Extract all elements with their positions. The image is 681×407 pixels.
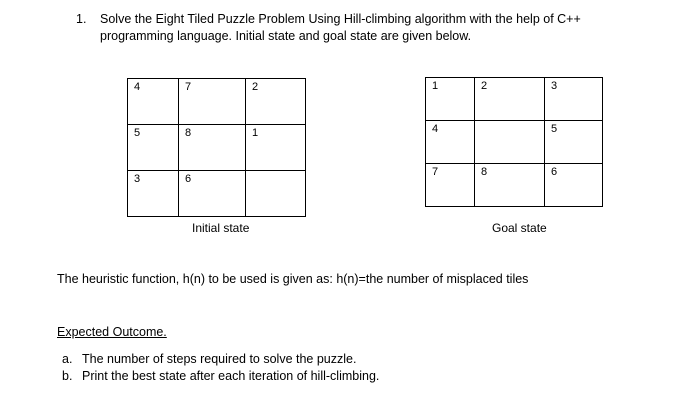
tile-value: 3 [551,80,558,92]
tile-value: 7 [432,166,439,178]
tile-value [246,171,305,173]
grid-cell [475,164,545,207]
list-marker: b. [62,368,73,383]
expected-outcome-heading: Expected Outcome. [57,325,167,339]
list-marker: a. [62,352,73,366]
list-item-text: Print the best state after each iteration of hill-climbing. [82,368,380,383]
grid-row [426,121,603,164]
tile-value: 1 [252,127,259,139]
grid-cell [475,78,545,121]
grid-row [426,78,603,121]
grid-cell [246,79,306,125]
tile-value: 7 [185,81,192,93]
grid-cell [246,125,306,171]
grid-cell [128,171,179,217]
tile-value: 2 [252,81,259,93]
grid-cell [545,78,603,121]
grid-cell [426,121,475,164]
tile-value [475,121,544,123]
grid-cell [179,125,246,171]
question-text: Solve the Eight Tiled Puzzle Problem Using Hill-climbing algorithm with the help of C++ programming language. Initial state and goal state are given below. [100,12,581,43]
grid-cell [545,121,603,164]
grid-cell [545,164,603,207]
heuristic-statement: The heuristic function, h(n) to be used is given as: h(n)=the number of misplaced tiles [57,272,529,286]
grid-cell [179,171,246,217]
initial-state-grid [127,78,306,217]
grid-row [128,171,306,217]
tile-value: 5 [551,123,558,135]
tile-value: 4 [432,123,439,135]
goal-state-grid [425,77,603,207]
grid-row [426,164,603,207]
tile-value: 3 [134,173,141,185]
tile-value: 4 [134,81,141,93]
grid-cell [426,78,475,121]
initial-state-caption: Initial state [192,221,250,235]
tile-value: 6 [551,166,558,178]
tile-value: 6 [185,173,192,185]
tile-value: 8 [481,166,488,178]
grid-cell [128,125,179,171]
list-item-text: The number of steps required to solve the puzzle. [82,352,357,366]
question-number: 1. [76,12,87,26]
tile-value: 8 [185,127,192,139]
grid-cell [426,164,475,207]
grid-cell [475,121,545,164]
grid-row [128,125,306,171]
tile-value: 2 [481,80,488,92]
grid-row [128,79,306,125]
goal-state-caption: Goal state [492,221,547,235]
grid-cell [179,79,246,125]
grid-cell [246,171,306,217]
tile-value: 5 [134,127,141,139]
tile-value: 1 [432,80,439,92]
grid-cell [128,79,179,125]
